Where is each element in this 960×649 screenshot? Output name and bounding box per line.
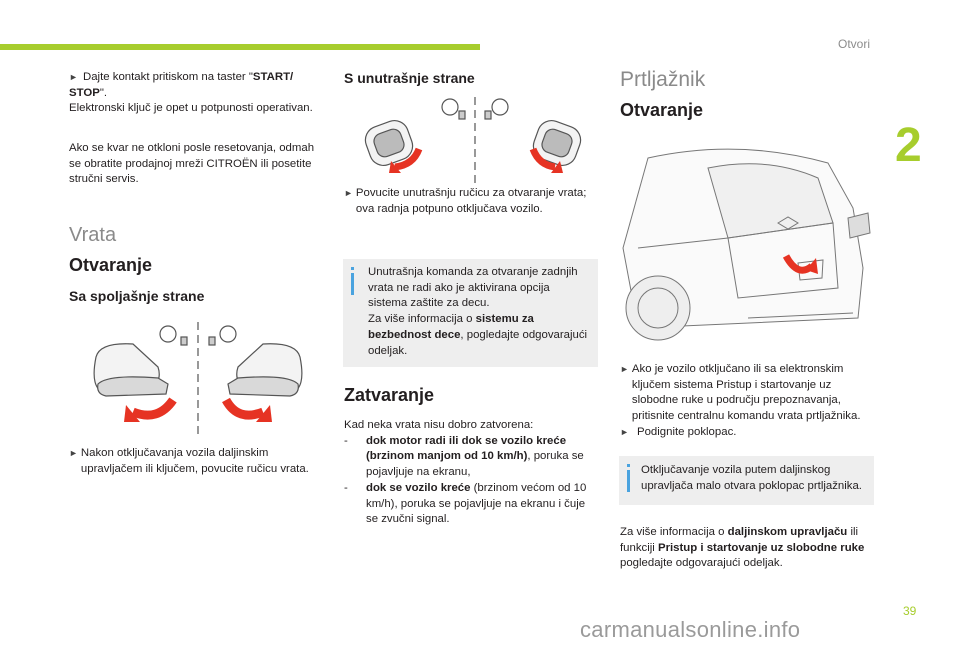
closing-item-low-speed: - dok motor radi ili dok se vozilo kreće (brzinom manjom od 10 km/h), poruka se pojavljuje na ekranu, (344, 434, 584, 479)
header-accent-bar (0, 44, 480, 50)
step-arrow-icon: ► (344, 188, 353, 198)
info-icon (351, 267, 354, 270)
closing-intro: Kad neka vrata nisu dobro zatvorena: (344, 419, 534, 431)
heading-zatvaranje: Zatvaranje (344, 385, 435, 405)
info-box-child-safety (343, 259, 598, 367)
watermark: carmanualsonline.info (580, 617, 801, 642)
paragraph-more-info: Za više informacija o daljinskom upravljaču ili funkciji Pristup i startovanje uz slobodne ruke pogledajte odgovarajući odeljak. (620, 526, 865, 570)
step-interior-handle: ► Povucite unutrašnju ručicu za otvaranje vrata; ova radnja potpuno otključava vozilo. (344, 186, 599, 217)
page-number: 39 (903, 604, 917, 618)
closing-item-high-speed: - dok se vozilo kreće (brzinom većom od 10 km/h), poruka se pojavljuje na ekranu i čuje se zvučni signal. (344, 481, 587, 526)
step-exterior-handle: ► Nakon otključavanja vozila daljinskim upravljačem ili ključem, povucite ručicu vrata. (69, 446, 319, 477)
interior-door-handle-illustration (355, 95, 595, 185)
heading-prtljaznik: Prtljažnik (620, 68, 706, 91)
step-arrow-icon: ► (620, 364, 629, 374)
step-arrow-icon: ► (620, 426, 629, 437)
step-arrow-icon: ► (69, 72, 78, 82)
paragraph-key-operational: Elektronski ključ je opet u potpunosti operativan. (69, 102, 313, 114)
closing-section (344, 418, 599, 528)
tailgate-steps (620, 362, 875, 441)
section-name: Otvori (838, 37, 871, 51)
step-start-stop: ► Dajte kontakt pritiskom na taster "START/ STOP". (69, 71, 294, 99)
info-box-remote-unlock (619, 456, 874, 505)
paragraph-service: Ako se kvar ne otkloni posle resetovanja, odmah se obratite prodajnoj mreži CITROËN ili posetite stručni servis. (69, 142, 315, 186)
exterior-door-handle-illustration (78, 312, 318, 444)
tailgate-car-illustration (618, 128, 874, 353)
info-text: Otključavanje vozila putem daljinskog upravljača malo otvara poklopac prtljažnika. (641, 464, 862, 492)
step-lift-lid: ► Podignite poklopac. (620, 425, 875, 441)
chapter-number: 2 (895, 119, 922, 172)
heading-vrata: Vrata (69, 224, 117, 246)
step-tailgate-unlock: ► Ako je vozilo otključano ili sa elektronskim ključem sistema Pristup i startovanje uz slobodne ruke u području prepoznavanja, pritisnite centralnu komandu vrata prtljažnika. (620, 362, 875, 425)
step-arrow-icon: ► (69, 448, 78, 458)
heading-otvaranje-vrata: Otvaranje (69, 255, 153, 275)
heading-s-unutrasnje-strane: S unutrašnje strane (344, 70, 475, 86)
info-text: Unutrašnja komanda za otvaranje zadnjih vrata ne radi ako je aktivirana opcija sistema zaštite za decu. Za više informacija o sistemu za bezbednost dece, pogledajte odgovarajući odeljak. (368, 266, 588, 357)
heading-sa-spoljasnje-strane: Sa spoljašnje strane (69, 288, 205, 304)
heading-otvaranje-prtljaznik: Otvaranje (620, 100, 704, 120)
info-icon (627, 464, 630, 467)
